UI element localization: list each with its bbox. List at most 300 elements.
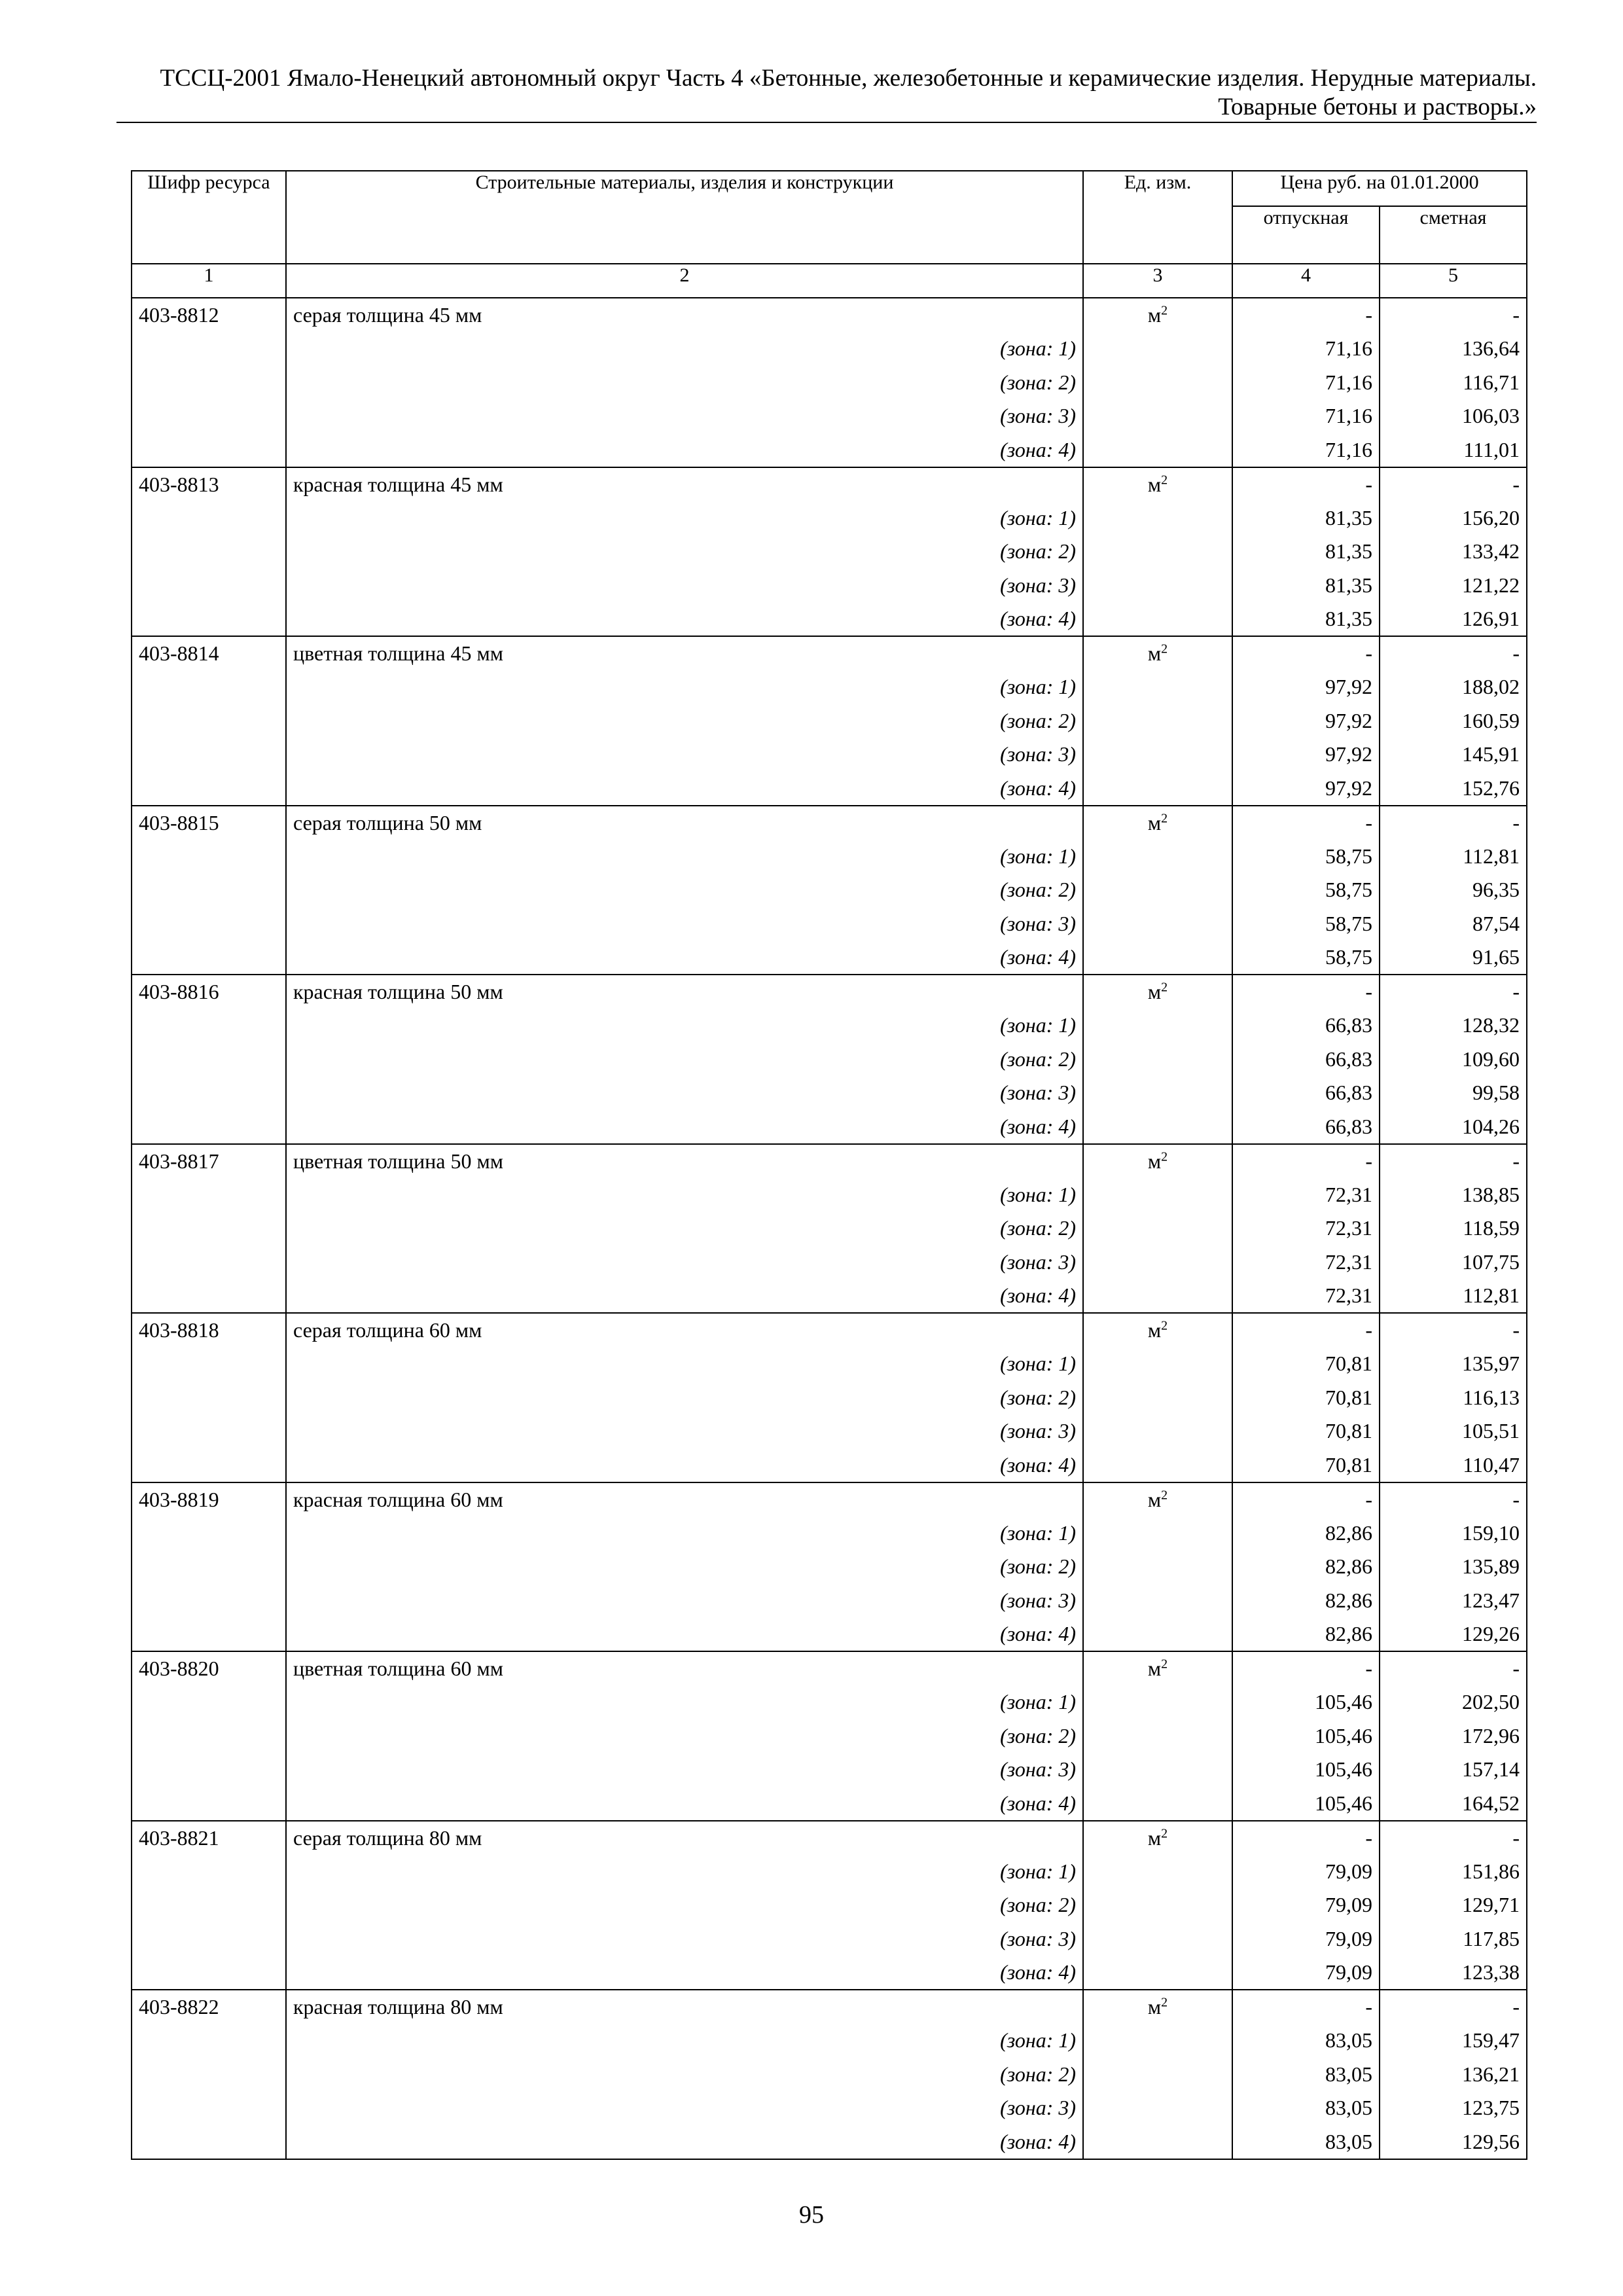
release-price-dash: - [1232,636,1380,670]
empty-code-cell [132,1888,286,1922]
table-row-zone [132,1516,1527,1551]
table-row-zone [132,2125,1527,2159]
column-number-3: 3 [1083,264,1232,298]
estimate-price: 159,47 [1380,2024,1527,2058]
release-price: 81,35 [1232,602,1380,636]
release-price: 72,31 [1232,1246,1380,1280]
table-row-zone [132,1787,1527,1821]
empty-code-cell [132,1753,286,1787]
empty-unit-cell [1083,1550,1232,1584]
empty-unit-cell [1083,501,1232,535]
release-price: 82,86 [1232,1550,1380,1584]
release-price: 83,05 [1232,2125,1380,2159]
release-price: 72,31 [1232,1178,1380,1212]
material-name: красная толщина 60 мм [286,1482,1083,1516]
release-price: 58,75 [1232,941,1380,975]
zone-label: (зона: 1) [286,1855,1083,1889]
zone-label: (зона: 1) [286,1178,1083,1212]
zone-label: (зона: 3) [286,1922,1083,1956]
estimate-price: 123,38 [1380,1956,1527,1990]
empty-unit-cell [1083,1516,1232,1551]
resource-code: 403-8817 [132,1144,286,1178]
empty-unit-cell [1083,2058,1232,2092]
estimate-price: 128,32 [1380,1009,1527,1043]
table-row-item [132,806,1527,840]
empty-unit-cell [1083,535,1232,569]
estimate-price-dash: - [1380,1482,1527,1516]
column-number-5: 5 [1380,264,1527,298]
empty-unit-cell [1083,738,1232,772]
table-row-zone [132,670,1527,704]
empty-unit-cell [1083,704,1232,738]
release-price: 79,09 [1232,1888,1380,1922]
release-price: 72,31 [1232,1279,1380,1313]
zone-label: (зона: 3) [286,738,1083,772]
release-price: 83,05 [1232,2058,1380,2092]
empty-unit-cell [1083,670,1232,704]
estimate-price: 117,85 [1380,1922,1527,1956]
table-row-item [132,636,1527,670]
release-price: 97,92 [1232,738,1380,772]
empty-code-cell [132,1685,286,1719]
empty-unit-cell [1083,1076,1232,1110]
table-row-zone [132,1009,1527,1043]
empty-code-cell [132,2058,286,2092]
estimate-price: 145,91 [1380,738,1527,772]
estimate-price: 107,75 [1380,1246,1527,1280]
empty-code-cell [132,738,286,772]
unit-value: м [1147,1995,1162,2018]
unit-cell [1083,806,1232,840]
zone-label: (зона: 1) [286,2024,1083,2058]
zone-label: (зона: 4) [286,1956,1083,1990]
empty-unit-cell [1083,1888,1232,1922]
unit-superscript: 2 [1161,472,1168,487]
release-price: 97,92 [1232,670,1380,704]
empty-unit-cell [1083,602,1232,636]
empty-unit-cell [1083,332,1232,366]
empty-code-cell [132,704,286,738]
zone-label: (зона: 4) [286,602,1083,636]
material-name: красная толщина 45 мм [286,467,1083,501]
empty-code-cell [132,1043,286,1077]
release-price: 71,16 [1232,399,1380,433]
empty-unit-cell [1083,907,1232,941]
empty-unit-cell [1083,1110,1232,1144]
table-header [132,171,1527,298]
table-row-zone [132,332,1527,366]
empty-code-cell [132,1381,286,1415]
resource-code: 403-8820 [132,1651,286,1685]
unit-cell [1083,1313,1232,1347]
empty-code-cell [132,2125,286,2159]
column-number-1: 1 [132,264,286,298]
empty-unit-cell [1083,873,1232,907]
zone-label: (зона: 3) [286,1584,1083,1618]
estimate-price-dash: - [1380,1651,1527,1685]
header-line-2: Товарные бетоны и растворы.» [1218,94,1537,120]
release-price: 70,81 [1232,1414,1380,1448]
release-price-dash: - [1232,298,1380,332]
empty-code-cell [132,1211,286,1246]
estimate-price: 118,59 [1380,1211,1527,1246]
empty-unit-cell [1083,1922,1232,1956]
estimate-price: 116,71 [1380,366,1527,400]
release-price-dash: - [1232,1651,1380,1685]
table-row-zone [132,433,1527,467]
table-row-zone [132,1922,1527,1956]
empty-unit-cell [1083,1246,1232,1280]
empty-code-cell [132,2091,286,2125]
material-name: серая толщина 80 мм [286,1821,1083,1855]
empty-unit-cell [1083,941,1232,975]
material-name: цветная толщина 50 мм [286,1144,1083,1178]
table-row-zone [132,2091,1527,2125]
table-row-zone [132,873,1527,907]
estimate-price: 96,35 [1380,873,1527,907]
estimate-price: 123,75 [1380,2091,1527,2125]
material-name: серая толщина 60 мм [286,1313,1083,1347]
table-row-zone [132,1211,1527,1246]
release-price: 82,86 [1232,1516,1380,1551]
estimate-price: 123,47 [1380,1584,1527,1618]
table-row-item [132,298,1527,332]
release-price: 79,09 [1232,1922,1380,1956]
empty-code-cell [132,1550,286,1584]
unit-cell [1083,1990,1232,2024]
table-row-zone [132,1414,1527,1448]
release-price: 83,05 [1232,2024,1380,2058]
estimate-price: 157,14 [1380,1753,1527,1787]
table-row-item [132,1990,1527,2024]
unit-cell [1083,1144,1232,1178]
empty-code-cell [132,907,286,941]
unit-value: м [1147,303,1162,327]
estimate-price: 111,01 [1380,433,1527,467]
table-row-zone [132,535,1527,569]
zone-label: (зона: 1) [286,1009,1083,1043]
release-price-dash: - [1232,1821,1380,1855]
empty-code-cell [132,399,286,433]
unit-superscript: 2 [1161,1657,1168,1672]
estimate-price: 160,59 [1380,704,1527,738]
estimate-price-dash: - [1380,1990,1527,2024]
empty-code-cell [132,772,286,806]
release-price: 81,35 [1232,501,1380,535]
empty-code-cell [132,1584,286,1618]
unit-superscript: 2 [1161,303,1168,318]
release-price: 82,86 [1232,1617,1380,1651]
empty-unit-cell [1083,1719,1232,1753]
unit-value: м [1147,1318,1162,1342]
empty-code-cell [132,873,286,907]
zone-label: (зона: 3) [286,569,1083,603]
header-name: Строительные материалы, изделия и конструкции [286,171,1083,264]
estimate-price: 116,13 [1380,1381,1527,1415]
release-price-dash: - [1232,1313,1380,1347]
estimate-price: 105,51 [1380,1414,1527,1448]
material-name: серая толщина 50 мм [286,806,1083,840]
estimate-price-dash: - [1380,636,1527,670]
release-price: 71,16 [1232,366,1380,400]
table-row-zone [132,1178,1527,1212]
unit-value: м [1147,980,1162,1003]
table-row-zone [132,1617,1527,1651]
unit-cell [1083,636,1232,670]
table-row-zone [132,1043,1527,1077]
zone-label: (зона: 4) [286,1110,1083,1144]
release-price-dash: - [1232,467,1380,501]
estimate-price: 112,81 [1380,1279,1527,1313]
empty-code-cell [132,1246,286,1280]
empty-code-cell [132,332,286,366]
unit-superscript: 2 [1161,980,1168,995]
table-row-zone [132,1888,1527,1922]
table-row-zone [132,399,1527,433]
unit-cell [1083,467,1232,501]
empty-code-cell [132,941,286,975]
estimate-price-dash: - [1380,1821,1527,1855]
unit-superscript: 2 [1161,1318,1168,1333]
release-price: 66,83 [1232,1009,1380,1043]
empty-unit-cell [1083,366,1232,400]
empty-unit-cell [1083,1279,1232,1313]
table-body [132,298,1527,2159]
zone-label: (зона: 2) [286,1550,1083,1584]
zone-label: (зона: 4) [286,1279,1083,1313]
resource-code: 403-8812 [132,298,286,332]
zone-label: (зона: 3) [286,399,1083,433]
empty-unit-cell [1083,1347,1232,1381]
resource-code: 403-8818 [132,1313,286,1347]
table-row-zone [132,1381,1527,1415]
estimate-price-dash: - [1380,806,1527,840]
release-price: 58,75 [1232,873,1380,907]
estimate-price: 109,60 [1380,1043,1527,1077]
table-row-zone [132,1110,1527,1144]
empty-unit-cell [1083,772,1232,806]
release-price: 66,83 [1232,1076,1380,1110]
estimate-price: 126,91 [1380,602,1527,636]
empty-code-cell [132,1719,286,1753]
empty-unit-cell [1083,1956,1232,1990]
table-row-item [132,1651,1527,1685]
table-row-zone [132,772,1527,806]
estimate-price: 91,65 [1380,941,1527,975]
release-price: 81,35 [1232,535,1380,569]
zone-label: (зона: 3) [286,907,1083,941]
zone-label: (зона: 1) [286,1516,1083,1551]
zone-label: (зона: 4) [286,433,1083,467]
table-row-zone [132,2058,1527,2092]
empty-code-cell [132,1076,286,1110]
empty-unit-cell [1083,2024,1232,2058]
unit-cell [1083,1482,1232,1516]
estimate-price-dash: - [1380,1313,1527,1347]
empty-code-cell [132,1347,286,1381]
unit-value: м [1147,1487,1162,1511]
table-row-zone [132,1076,1527,1110]
empty-unit-cell [1083,1009,1232,1043]
empty-unit-cell [1083,2091,1232,2125]
empty-code-cell [132,1009,286,1043]
empty-unit-cell [1083,1753,1232,1787]
unit-cell [1083,1821,1232,1855]
empty-code-cell [132,1178,286,1212]
empty-code-cell [132,1617,286,1651]
zone-label: (зона: 2) [286,1211,1083,1246]
zone-label: (зона: 4) [286,1448,1083,1482]
empty-code-cell [132,535,286,569]
material-name: серая толщина 45 мм [286,298,1083,332]
resource-code: 403-8822 [132,1990,286,2024]
resource-code: 403-8816 [132,975,286,1009]
table-row-zone [132,941,1527,975]
resource-code: 403-8813 [132,467,286,501]
table-row-zone [132,1956,1527,1990]
estimate-price: 129,71 [1380,1888,1527,1922]
release-price-dash: - [1232,1144,1380,1178]
table-row-zone [132,1347,1527,1381]
empty-unit-cell [1083,1211,1232,1246]
release-price: 70,81 [1232,1381,1380,1415]
table-row-zone [132,840,1527,874]
estimate-price: 110,47 [1380,1448,1527,1482]
empty-code-cell [132,840,286,874]
estimate-price: 104,26 [1380,1110,1527,1144]
resource-code: 403-8819 [132,1482,286,1516]
release-price: 70,81 [1232,1347,1380,1381]
table-row-zone [132,1550,1527,1584]
estimate-price: 172,96 [1380,1719,1527,1753]
release-price: 58,75 [1232,907,1380,941]
header-release-price: отпускная [1232,206,1380,264]
release-price-dash: - [1232,975,1380,1009]
empty-code-cell [132,1110,286,1144]
release-price: 66,83 [1232,1110,1380,1144]
release-price: 81,35 [1232,569,1380,603]
release-price-dash: - [1232,806,1380,840]
estimate-price: 87,54 [1380,907,1527,941]
zone-label: (зона: 3) [286,2091,1083,2125]
unit-superscript: 2 [1161,1487,1168,1502]
table-row-zone [132,1246,1527,1280]
table-row-item [132,1313,1527,1347]
estimate-price: 159,10 [1380,1516,1527,1551]
price-table [131,170,1527,2160]
zone-label: (зона: 1) [286,1685,1083,1719]
empty-unit-cell [1083,1855,1232,1889]
table-row-zone [132,2024,1527,2058]
empty-unit-cell [1083,1617,1232,1651]
release-price: 105,46 [1232,1787,1380,1821]
table-row-zone [132,1719,1527,1753]
estimate-price: 135,97 [1380,1347,1527,1381]
zone-label: (зона: 3) [286,1076,1083,1110]
unit-value: м [1147,1149,1162,1173]
empty-code-cell [132,1448,286,1482]
empty-unit-cell [1083,1178,1232,1212]
unit-value: м [1147,1657,1162,1680]
table-row-item [132,467,1527,501]
empty-code-cell [132,1516,286,1551]
estimate-price-dash: - [1380,467,1527,501]
table-row-zone [132,366,1527,400]
table-row-zone [132,1584,1527,1618]
table-row-item [132,1144,1527,1178]
zone-label: (зона: 2) [286,704,1083,738]
release-price: 97,92 [1232,704,1380,738]
zone-label: (зона: 2) [286,2058,1083,2092]
table-row-zone [132,1279,1527,1313]
empty-unit-cell [1083,840,1232,874]
estimate-price: 129,26 [1380,1617,1527,1651]
empty-code-cell [132,670,286,704]
estimate-price-dash: - [1380,1144,1527,1178]
table-row-zone [132,738,1527,772]
empty-code-cell [132,501,286,535]
estimate-price: 129,56 [1380,2125,1527,2159]
release-price: 58,75 [1232,840,1380,874]
unit-cell [1083,298,1232,332]
empty-code-cell [132,1922,286,1956]
release-price: 105,46 [1232,1753,1380,1787]
estimate-price: 138,85 [1380,1178,1527,1212]
zone-label: (зона: 2) [286,1043,1083,1077]
empty-code-cell [132,1787,286,1821]
zone-label: (зона: 4) [286,772,1083,806]
unit-superscript: 2 [1161,1149,1168,1164]
estimate-price: 99,58 [1380,1076,1527,1110]
release-price: 83,05 [1232,2091,1380,2125]
column-number-4: 4 [1232,264,1380,298]
header-line-1: ТССЦ-2001 Ямало-Ненецкий автономный округ Часть 4 «Бетонные, железобетонные и керамические изделия. Нерудные материалы. [160,65,1537,92]
table-row-zone [132,1685,1527,1719]
release-price: 71,16 [1232,332,1380,366]
release-price: 79,09 [1232,1956,1380,1990]
empty-code-cell [132,2024,286,2058]
release-price-dash: - [1232,1990,1380,2024]
empty-unit-cell [1083,1043,1232,1077]
empty-code-cell [132,1855,286,1889]
header-unit: Ед. изм. [1083,171,1232,264]
estimate-price: 121,22 [1380,569,1527,603]
release-price: 105,46 [1232,1719,1380,1753]
table-row-zone [132,907,1527,941]
estimate-price: 151,86 [1380,1855,1527,1889]
resource-code: 403-8815 [132,806,286,840]
table-row-zone [132,1448,1527,1482]
table-row-zone [132,501,1527,535]
zone-label: (зона: 4) [286,1617,1083,1651]
empty-code-cell [132,433,286,467]
zone-label: (зона: 1) [286,670,1083,704]
estimate-price: 156,20 [1380,501,1527,535]
zone-label: (зона: 2) [286,366,1083,400]
empty-code-cell [132,1414,286,1448]
empty-code-cell [132,1956,286,1990]
release-price: 70,81 [1232,1448,1380,1482]
estimate-price: 152,76 [1380,772,1527,806]
table-row-item [132,1821,1527,1855]
unit-value: м [1147,641,1162,665]
empty-unit-cell [1083,1685,1232,1719]
release-price: 105,46 [1232,1685,1380,1719]
zone-label: (зона: 3) [286,1414,1083,1448]
table-row-item [132,1482,1527,1516]
zone-label: (зона: 2) [286,1719,1083,1753]
header-divider [116,122,1537,123]
